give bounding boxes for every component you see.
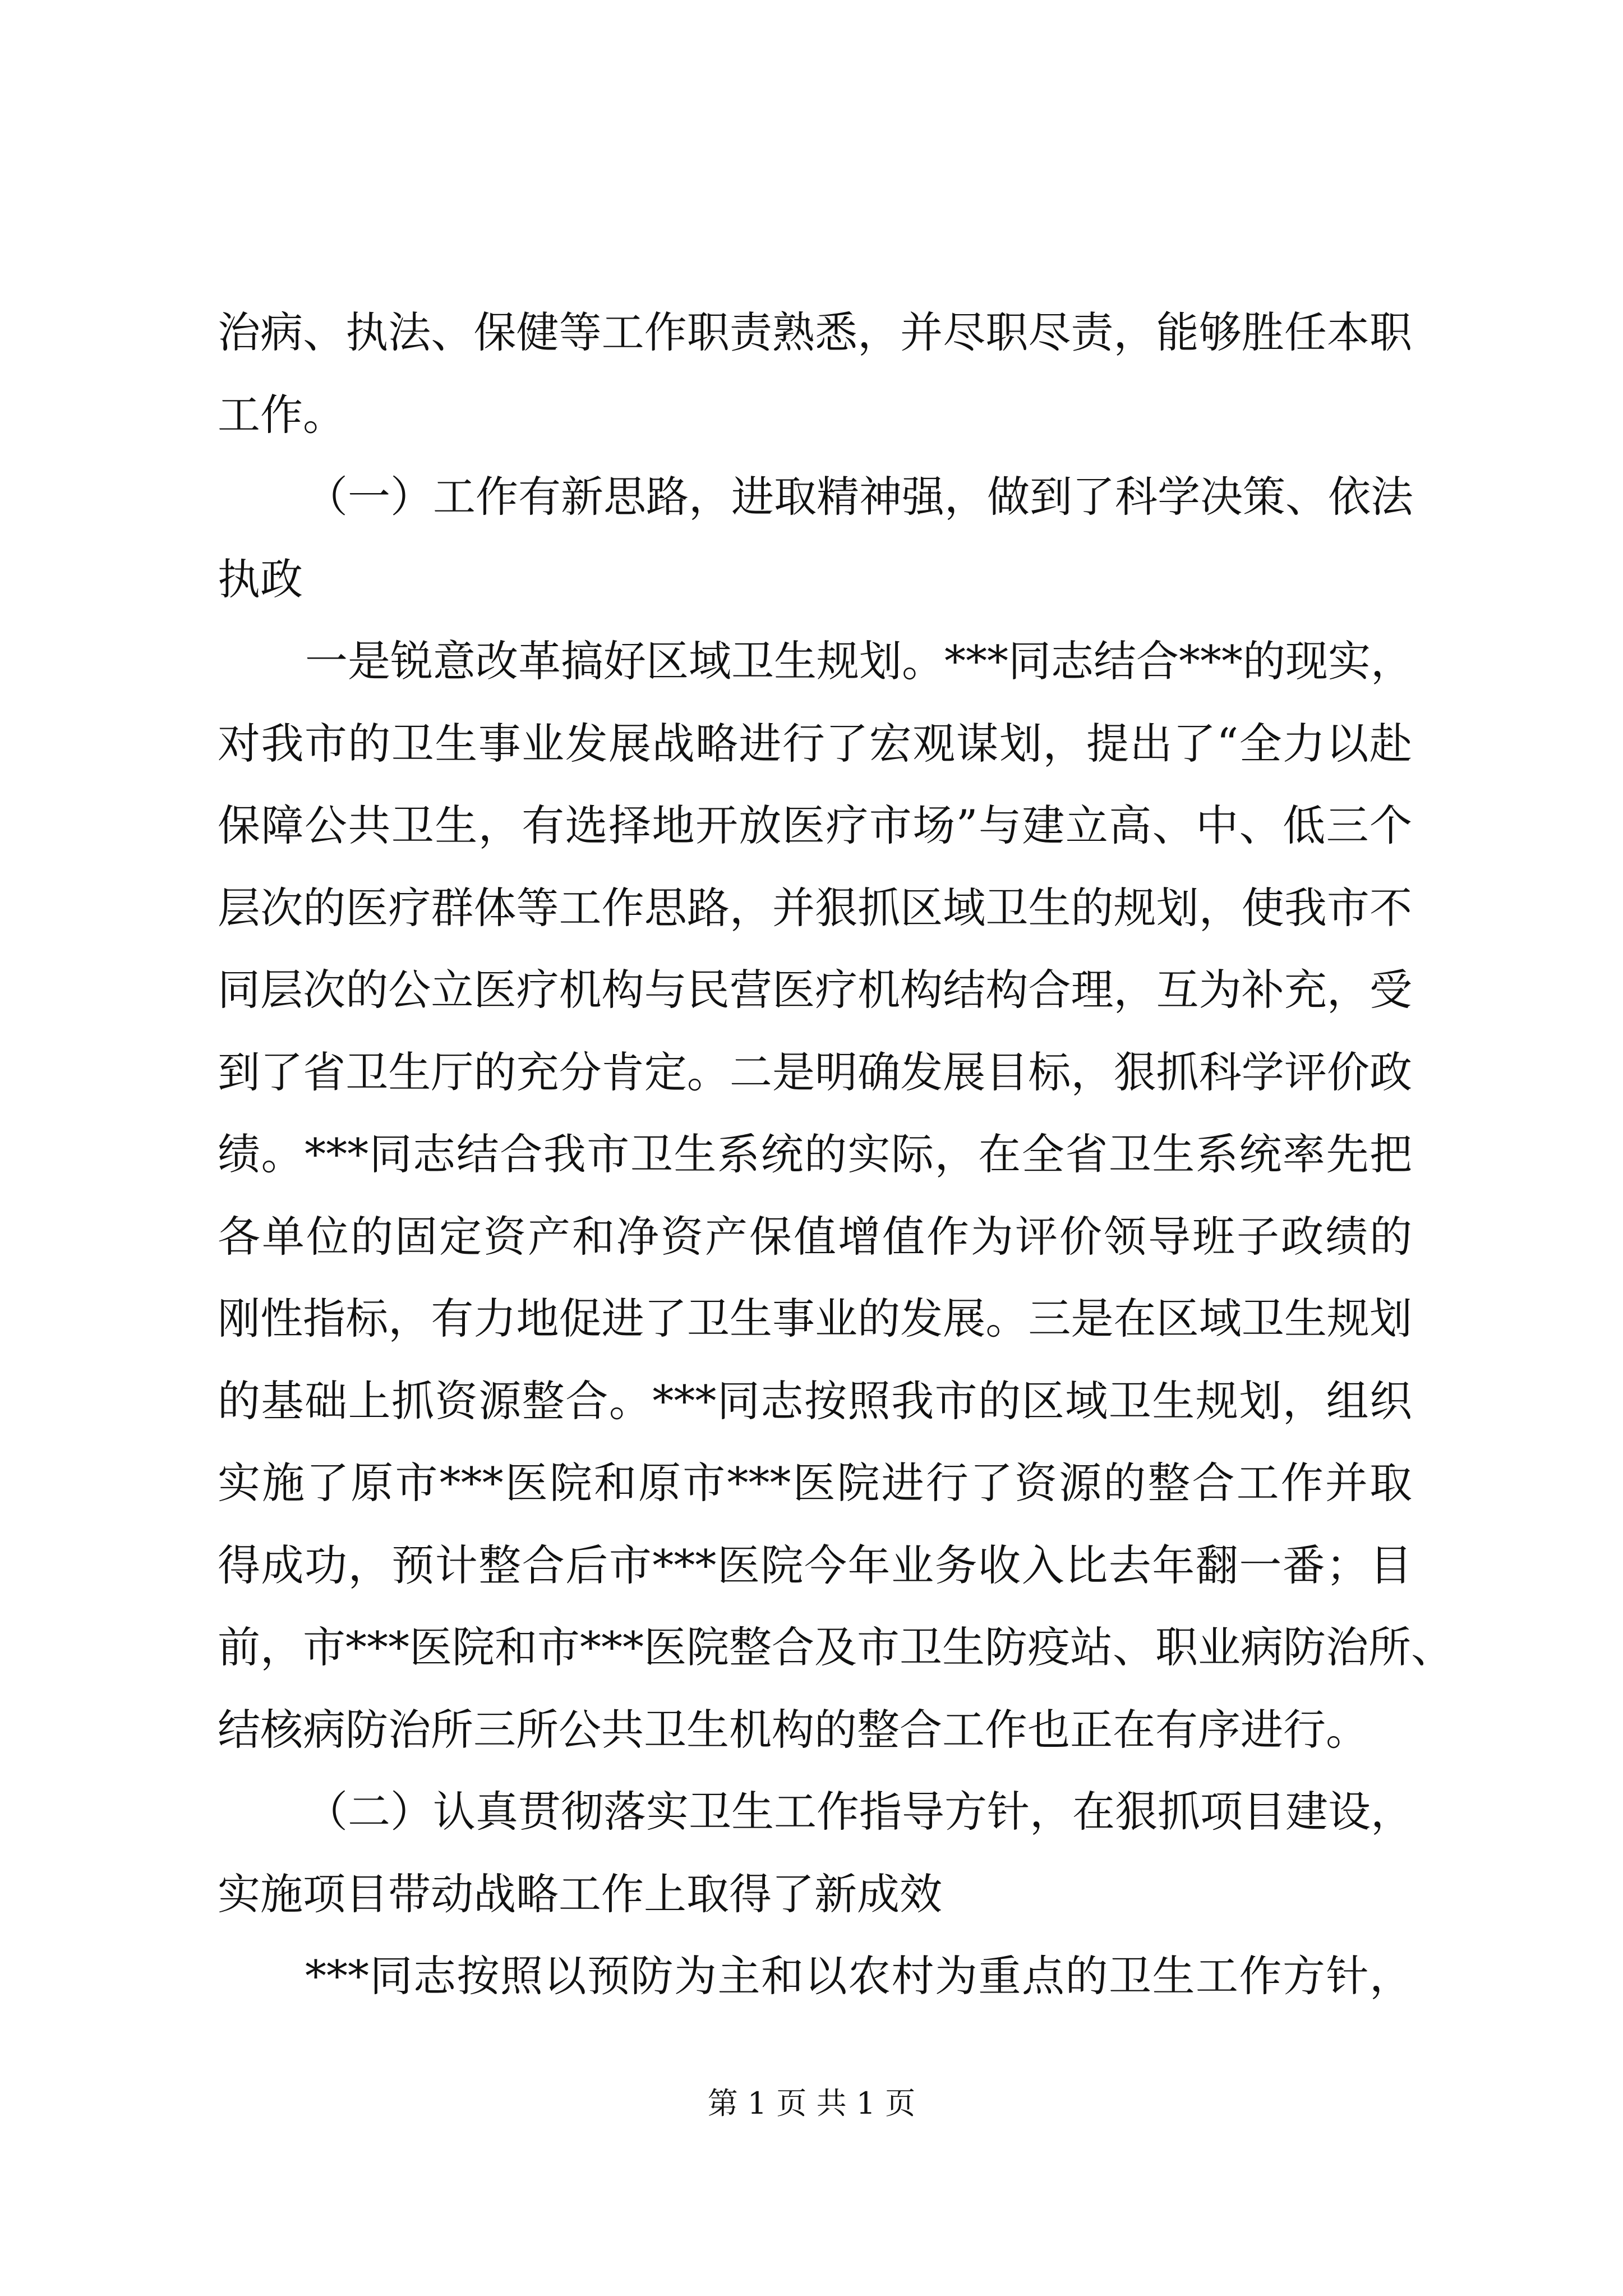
text-line: 层次的医疗群体等工作思路，并狠抓区域卫生的规划，使我市不 (218, 883, 1412, 933)
text-line: 前，市***医院和市***医院整合及市卫生防疫站、职业病防治所、 (218, 1622, 1454, 1672)
text-line: 的基础上抓资源整合。***同志按照我市的区域卫生规划，组织 (218, 1376, 1412, 1426)
text-line: 同层次的公立医疗机构与民营医疗机构结构合理，互为补充，受 (218, 965, 1412, 1015)
text-line: 工作。 (218, 390, 345, 440)
text-line: 对我市的卫生事业发展战略进行了宏观谋划，提出了“全力以赴 (218, 719, 1412, 769)
text-line: 执政 (218, 554, 303, 604)
page-footer: 第 1 页 共 1 页 (707, 2086, 916, 2121)
text-line: 绩。***同志结合我市卫生系统的实际，在全省卫生系统率先把 (218, 1129, 1412, 1179)
text-line: 各单位的固定资产和净资产保值增值作为评价领导班子政绩的 (218, 1212, 1412, 1262)
heading-2: （二）认真贯彻落实卫生工作指导方针，在狠抓项目建设， (305, 1787, 1413, 1837)
text-line: 结核病防治所三所公共卫生机构的整合工作也正在有序进行。 (218, 1705, 1368, 1755)
text-line: 保障公共卫生，有选择地开放医疗市场”与建立高、中、低三个 (218, 800, 1412, 850)
paragraph-start: ***同志按照以预防为主和以农村为重点的卫生工作方针， (305, 1951, 1412, 2001)
text-line: 刚性指标，有力地促进了卫生事业的发展。三是在区域卫生规划 (218, 1294, 1412, 1343)
text-line: 得成功，预计整合后市***医院今年业务收入比去年翻一番；目 (218, 1540, 1412, 1590)
text-line: 实施项目带动战略工作上取得了新成效 (218, 1869, 942, 1919)
paragraph-start: 一是锐意改革搞好区域卫生规划。***同志结合***的现实， (305, 636, 1413, 686)
text-line: 实施了原市***医院和原市***医院进行了资源的整合工作并取 (218, 1458, 1412, 1508)
text-line: 治病、执法、保健等工作职责熟悉，并尽职尽责，能够胜任本职 (218, 307, 1412, 357)
text-line: 到了省卫生厅的充分肯定。二是明确发展目标，狠抓科学评价政 (218, 1047, 1412, 1097)
heading-1: （一）工作有新思路，进取精神强，做到了科学决策、依法 (305, 472, 1413, 522)
